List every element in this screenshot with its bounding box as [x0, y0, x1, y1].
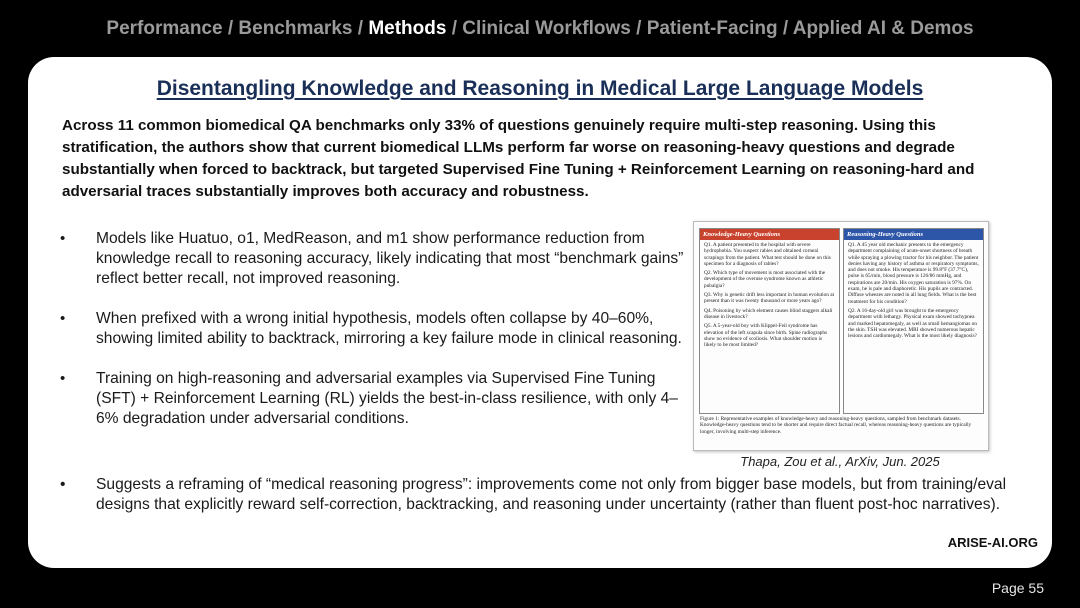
figure-citation: Thapa, Zou et al., ArXiv, Jun. 2025	[740, 454, 940, 469]
nav-separator: /	[777, 18, 793, 39]
bullet-text: When prefixed with a wrong initial hypothesis, models often collapse by 40–60%, showing limited ability to backtrack, mirroring a key failure mode in clinical reasoning.	[96, 310, 682, 347]
bullet-item	[56, 475, 1036, 515]
slide-summary: Across 11 common biomedical QA benchmarks only 33% of questions genuinely require multi-step reasoning. Using this stratification, the authors show that current biomedical LLMs perform far worse on reasoning-heavy questions and degrade substantially when forced to backtrack, but targeted Supervised Fine Tuning + Reinforcement Learning on reasoning-hard and adversarial traces substantially improves both accuracy and robustness.	[62, 117, 975, 200]
nav-item-clinical-workflows[interactable]: Clinical Workflows	[462, 18, 631, 39]
page-number: Page 55	[991, 580, 1044, 596]
nav-item-patient-facing[interactable]: Patient-Facing	[646, 18, 778, 39]
bullet-text: Suggests a reframing of “medical reasoning progress”: improvements come not only from bigger base models, but from training/eval designs that explicitly reward self-correction, backtracking, and reasoning under uncertainty (rather than fluent post-hoc narratives).	[96, 476, 1007, 513]
section-breadcrumb	[0, 18, 1080, 40]
bullet-marker: •	[60, 230, 66, 247]
figure-caption: Figure 1: Representative examples of knowledge-heavy and reasoning-heavy questions, sampled from benchmark datasets. Knowledge-heavy questions tend to be shorter and require direct factual recall, whereas reasoning-heavy questions are typically longer, involving multi-step inference.	[700, 416, 972, 435]
nav-item-applied-ai-demos[interactable]: Applied AI & Demos	[792, 18, 974, 39]
bullet-marker: •	[60, 310, 66, 327]
nav-separator: /	[352, 18, 369, 39]
figure-question: Q1. A patient presented to the hospital with severe hydrophobia. You suspect rabies and obtained corneal scrapings from the patient. What test should be done on this specimen for a diagnosis of rabies?	[704, 242, 831, 267]
bullet-marker: •	[60, 476, 66, 493]
nav-separator: /	[630, 18, 647, 39]
bullet-text: Training on high-reasoning and adversarial examples via Supervised Fine Tuning (SFT) + Reinforcement Learning (RL) yields the best-in-class resilience, with only 4–6% degradation under adversarial conditions.	[96, 370, 678, 427]
figure-question: Q2. A 16-day-old girl was brought to the emergency department with lethargy. Physical exam showed tachypnea and marked hepatomegaly, as well as small hemangiomas on the skin. TSH was elevated. MRI showed numerous hepatic lesions and cardiomegaly. What is the most likely diagnosis?	[848, 307, 977, 340]
reasoning-heavy-heading: Reasoning-Heavy Questions	[844, 229, 983, 240]
bullet-item	[56, 309, 696, 349]
nav-separator: /	[222, 18, 239, 39]
nav-item-performance[interactable]: Performance	[106, 18, 223, 39]
bullet-marker: •	[60, 370, 66, 387]
paper-figure	[693, 221, 989, 451]
nav-item-benchmarks[interactable]: Benchmarks	[238, 18, 353, 39]
knowledge-heavy-heading: Knowledge-Heavy Questions	[700, 229, 839, 240]
brand-logo-text: ARISE-AI.ORG	[947, 535, 1038, 550]
knowledge-heavy-column	[699, 228, 840, 414]
slide-title: Disentangling Knowledge and Reasoning in Medical Large Language Models	[156, 77, 924, 100]
figure-question: Q3. Why is genetic drift less important in human evolution at present than it was twenty thousand or more years ago?	[704, 292, 835, 305]
figure-question: Q5. A 5-year-old boy with Klippel-Feil syndrome has elevation of the left scapula since birth. Spine radiographs show no evidence of scoliosis. What shoulder motion is likely to be most limited?	[704, 323, 828, 349]
slide-card	[28, 57, 1052, 568]
figure-question: Q2. Which type of movement is most associated with the development of the overuse syndrome known as athletic pubalgia?	[704, 270, 826, 289]
bullet-list	[56, 229, 696, 429]
knowledge-heavy-questions	[700, 240, 839, 353]
bullet-text: Models like Huatuo, o1, MedReason, and m1 show performance reduction from knowledge recall to reasoning accuracy, likely indicating that most “benchmark gains” reflect better recall, not improved reasoning.	[96, 230, 684, 287]
reasoning-heavy-questions	[844, 240, 983, 344]
figure-question: Q4. Poisoning by which element causes blind staggers alkali disease in livestock?	[704, 307, 833, 320]
figure-question: Q1. A 45 year old mechanic presents to the emergency department complaining of acute-onset shortness of breath while spraying a plowing tractor for his neighbor. The patient denies having any history of asthma or respiratory symptoms, and does not smoke. His temperature is 99.8°F (37.7°C), pulse is 65/min, blood pressure is 126/86 mmHg, and respirations are 20/min. His oxygen saturation is 97%. On exam, he is pale and diaphoretic. His pupils are contracted. Diffuse wheezes are noted in all lung fields. What is the best treatment for his condition?	[848, 242, 979, 305]
reasoning-heavy-column	[843, 228, 984, 414]
bullet-item	[56, 229, 696, 289]
nav-separator: /	[446, 18, 463, 39]
nav-item-methods[interactable]: Methods	[368, 18, 447, 39]
bullet-item	[56, 369, 696, 429]
